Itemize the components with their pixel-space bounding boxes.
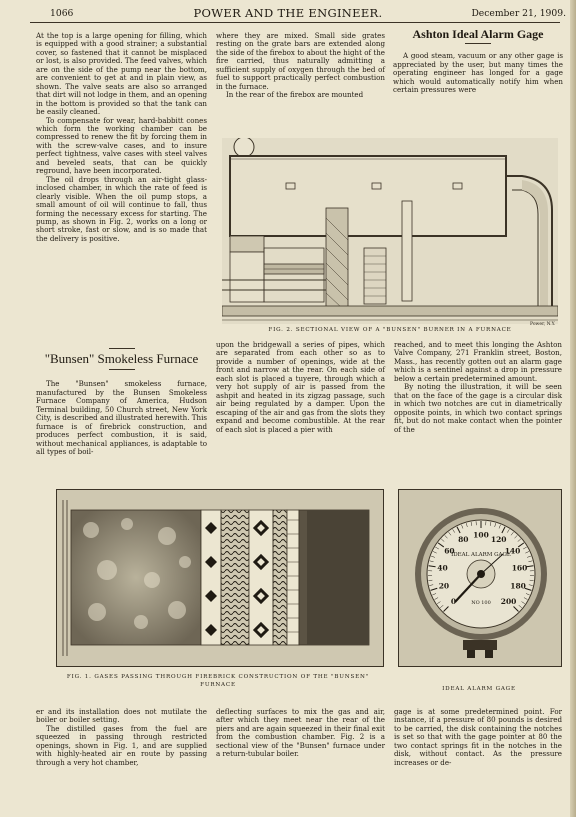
- gage-tick-label: 180: [510, 581, 526, 591]
- gage-caption: IDEAL ALARM GAGE: [442, 686, 516, 692]
- gage-connector: [463, 640, 497, 650]
- column-1-top: [36, 32, 207, 243]
- fig2-credit: Power, N.Y.: [530, 322, 556, 327]
- gage-label-ideal: IDEAL ALARM GAGE: [451, 552, 511, 558]
- paragraph: The "Bunsen" smokeless furnace, manufactured by the Bunsen Smokeless Furnace Company of America, Hudson Terminal building, 50 Church street, New York City, is described and illustrated herewith. This furnace is of firebrick construction, and produces perfect combustion, it is said, without mechanical appliances, is adaptable to all types of boil-: [36, 379, 207, 457]
- column-1-mid: [36, 348, 207, 457]
- gage-tick-label: 20: [438, 581, 450, 591]
- gage-tick-label: 100: [473, 530, 489, 540]
- column-2-top: [216, 32, 385, 100]
- gage-tick-label: 120: [490, 534, 507, 544]
- gage-tick-label: 0: [450, 597, 457, 607]
- paragraph: The distilled gases from the fuel are squeezed in passing through restricted openings, shown in Fig. 1, and are supplied with highly-heated air en route by passing through a very hot chamber,: [36, 723, 207, 767]
- running-header: [0, 6, 576, 20]
- alarm-gage-svg: [399, 490, 561, 666]
- gage-tick-label: 140: [504, 546, 521, 556]
- gage-tick-label: 40: [437, 563, 448, 573]
- gage-tick-label: 60: [444, 546, 455, 556]
- paragraph: reached, and to meet this longing the Ashton Valve Company, 271 Franklin street, Boston, Mass., has recently gotten out an alarm gage which is a sentinel against a drop in pressure below a certain predetermined amount.: [394, 340, 562, 383]
- paragraph: To compensate for wear, hard-babbitt cones which form the working chamber can be compressed to renew the fit by forcing them in with the screw-valve cases, and to insure perfect tightness, valve cases with steel valves and beveled seats, that can be quickly reground, have been incorporated.: [36, 115, 207, 176]
- paragraph: By noting the illustration, it will be seen that on the face of the gage is a circular disk in which two notches are cut in diametrically opposite points, in which two contact springs fit, but do not make contact when the pointer of the: [394, 382, 562, 434]
- paragraph: In the rear of the firebox are mounted: [226, 90, 364, 100]
- section-rule: [109, 348, 135, 349]
- fig2-drawing: [222, 138, 558, 324]
- alarm-gage-title: Ashton Ideal Alarm Gage: [412, 27, 544, 41]
- furnace-section-svg: [222, 138, 558, 324]
- journal-title: POWER AND THE ENGINEER.: [193, 6, 383, 20]
- section-rule: [109, 369, 135, 370]
- column-3-mid: [394, 341, 562, 434]
- page-edge-shadow: [570, 0, 576, 817]
- paragraph: At the top is a large opening for filling, which is equipped with a good strainer; a substantial cover, so fastened that it cannot be misplaced or lost, is also provided. The feed valves, which are on the side of the pump near the bottom, are convenient to get at and in plain view, as shown. The valve seats are also so arranged that dirt will not lodge in them, and an opening in the bottom is provided so that the tank can be easily cleaned.: [36, 31, 207, 117]
- issue-date: December 21, 1909.: [471, 8, 566, 19]
- title-rule: [465, 43, 491, 44]
- paragraph: deflecting surfaces to mix the gas and air, after which they meet near the rear of the piers and are again squeezed in their final exit from the combustion chamber. Fig. 2 is a sectional view of the "Bunsen" furnace under a return-tubular boiler.: [216, 707, 385, 759]
- column-2-bottom: [216, 708, 385, 759]
- gage-label-no: NO 100: [471, 600, 491, 606]
- fig2-caption: FIG. 2. SECTIONAL VIEW OF A "BUNSEN" BURNER IN A FURNACE: [268, 327, 512, 333]
- paragraph: gage is at some predetermined point. For instance, if a pressure of 80 pounds is desired to be carried, the disk containing the notches is set so that with the gage pointer at 80 the two contact springs fit in the notches in the disk, without contact. As the pressure increases or de-: [394, 707, 562, 767]
- column-3-bottom: [394, 708, 562, 767]
- paragraph: The oil drops through an air-tight glass-inclosed chamber, in which the rate of feed is clearly visible. When the oil pump stops, a small amount of oil will continue to fall, thus forming the necessary excess for starting. The pump, as shown in Fig. 2, works on a long or short stroke, fast or slow, and is so made that the delivery is positive.: [36, 174, 207, 243]
- gage-illustration: [398, 489, 562, 667]
- paragraph: where they are mixed. Small side grates resting on the grate bars are extended along the side of the firebox to about the hight of the fire carried, thus naturally admitting a sufficient supply of oxygen through the bed of fuel to support practically perfect combustion in the furnace.: [216, 31, 385, 91]
- column-2-mid: [216, 341, 385, 434]
- header-rule: [30, 22, 560, 23]
- paragraph: upon the bridgewall a series of pipes, which are separated from each other so as to provide a number of openings, wide at the front and narrow at the rear. On each side of each slot is placed a tuyere, through which a very hot supply of air is passed from the ashpit and heated in its zigzag passage, such air being regulated by a damper. Upon the escaping of the air and gas from the slots they expand and become combustible. At the rear of each slot is placed a pier with: [216, 340, 385, 434]
- bunsen-furnace-title: "Bunsen" Smokeless Furnace: [44, 351, 199, 366]
- column-3-top: [393, 27, 563, 95]
- gage-tick-label: 200: [500, 597, 517, 607]
- fig1-caption-line-2: FURNACE: [200, 682, 236, 688]
- gage-tick-label: 160: [511, 563, 528, 573]
- page-number: 1066: [50, 8, 74, 19]
- column-1-bottom: [36, 708, 207, 767]
- paragraph: er and its installation does not mutilate the boiler or boiler setting.: [36, 707, 207, 725]
- paragraph: A good steam, vacuum or any other gage is appreciated by the user, but many times the operating engineer has longed for a gage which would automatically notify him when certain pressures were: [393, 51, 563, 95]
- gage-tick-label: 80: [458, 534, 469, 544]
- firebrick-gas-svg: [57, 490, 383, 666]
- fig1-illustration: [56, 489, 384, 667]
- fig1-caption-line-1: FIG. 1. GASES PASSING THROUGH FIREBRICK CONSTRUCTION OF THE "BUNSEN": [66, 674, 370, 680]
